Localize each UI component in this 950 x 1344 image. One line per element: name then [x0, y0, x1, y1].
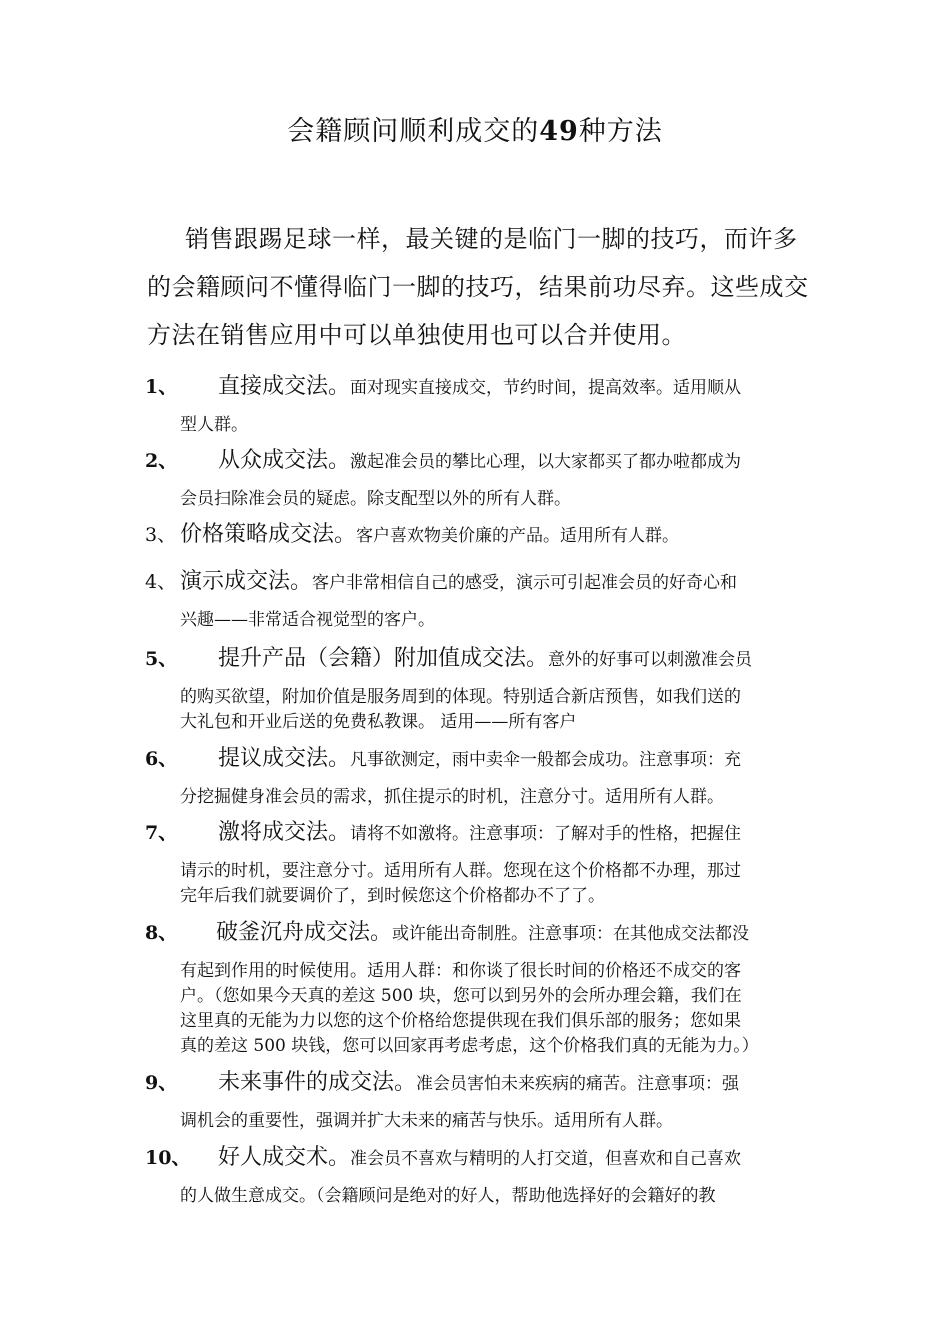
- title-prefix: 会籍顾问顺利成交的: [287, 116, 540, 147]
- item-text: 意外的好事可以刺激准会员: [548, 650, 753, 670]
- item-number: 9、: [145, 1072, 178, 1094]
- list-item: [145, 1143, 813, 1209]
- item-text-line: 的人做生意成交。（会籍顾问是绝对的好人，帮助他选择好的会籍好的教: [180, 1186, 716, 1206]
- list-item: [145, 744, 813, 810]
- item-text: 客户喜欢物美价廉的产品。适用所有人群。: [356, 526, 680, 546]
- item-text: 凡事欲测定，雨中卖伞一般都会成功。注意事项：充: [350, 750, 742, 770]
- item-text-line: 有起到作用的时候使用。适用人群：和你谈了很长时间的价格还不成交的客: [180, 961, 741, 981]
- list-item: [145, 918, 813, 1059]
- list-item: [145, 372, 813, 438]
- item-text: 准会员害怕未来疾病的痛苦。注意事项：强: [416, 1074, 740, 1094]
- item-text: 激起准会员的攀比心理，以大家都买了都办啦都成为: [350, 452, 742, 472]
- item-number: 1、: [145, 376, 178, 398]
- item-number: 10、: [145, 1147, 191, 1169]
- item-number: 7、: [145, 822, 178, 844]
- item-text-line: 分挖掘健身准会员的需求，抓住提示的时机，注意分寸。适用所有人群。: [180, 787, 724, 807]
- item-text-line: 大礼包和开业后送的免费私教课。 适用——所有客户: [180, 712, 577, 732]
- item-heading: 激将成交法。: [218, 820, 351, 845]
- item-text-line: 完年后我们就要调价了，到时候您这个价格都办不了了。: [180, 886, 605, 906]
- item-heading: 直接成交法。: [218, 374, 351, 399]
- list-item: [145, 520, 813, 551]
- title-number: 49: [539, 116, 579, 147]
- item-heading: 好人成交术。: [218, 1145, 351, 1170]
- list-item: [145, 1068, 813, 1134]
- item-heading: 演示成交法。: [180, 569, 313, 594]
- item-heading: 提议成交法。: [218, 746, 351, 771]
- list-item: [145, 567, 813, 633]
- item-number: 3、: [145, 524, 177, 546]
- item-text: 准会员不喜欢与精明的人打交道，但喜欢和自己喜欢: [350, 1149, 742, 1169]
- list-item: [145, 818, 813, 909]
- item-text: 或许能出奇制胜。注意事项：在其他成交法都没: [392, 924, 750, 944]
- item-text: 客户非常相信自己的感受，演示可引起准会员的好奇心和: [312, 573, 738, 593]
- item-number: 8、: [145, 922, 178, 944]
- item-text-line: 的购买欲望，附加价值是服务周到的体现。特别适合新店预售，如我们送的: [180, 687, 741, 707]
- item-text-line: 户。（您如果今天真的差这 500 块，您可以到另外的会所办理会籍，我们在: [180, 986, 742, 1006]
- item-text-line: 这里真的无能为力以您的这个价格给您提供现在我们俱乐部的服务；您如果: [180, 1011, 741, 1031]
- item-heading: 价格策略成交法。: [180, 522, 357, 547]
- item-heading: 破釜沉舟成交法。: [216, 920, 393, 945]
- item-number: 5、: [145, 648, 178, 670]
- item-text-line: 兴趣——非常适合视觉型的客户。: [180, 610, 435, 630]
- item-text-line: 真的差这 500 块钱，您可以回家再考虑考虑，这个价格我们真的无能为力。）: [180, 1036, 759, 1056]
- item-number: 6、: [145, 748, 178, 770]
- item-text-line: 会员扫除准会员的疑虑。除支配型以外的所有人群。: [180, 489, 571, 509]
- list-item: [145, 446, 813, 512]
- list-item: [145, 644, 813, 735]
- item-heading: 未来事件的成交法。: [218, 1070, 417, 1095]
- item-heading: 从众成交法。: [218, 448, 351, 473]
- item-text-line: 调机会的重要性，强调并扩大未来的痛苦与快乐。适用所有人群。: [180, 1111, 673, 1131]
- page-title: [0, 112, 950, 152]
- intro-paragraph: 销售跟踢足球一样，最关键的是临门一脚的技巧，而许多的会籍顾问不懂得临门一脚的技巧，结果前功尽弃。这些成交方法在销售应用中可以单独使用也可以合并使用。: [147, 225, 809, 349]
- title-suffix: 种方法: [578, 116, 663, 147]
- item-text: 请将不如激将。注意事项：了解对手的性格，把握住: [350, 824, 742, 844]
- item-number: 2、: [145, 450, 178, 472]
- item-text: 面对现实直接成交，节约时间，提高效率。适用顺从: [350, 378, 742, 398]
- item-text-line: 型人群。: [180, 415, 248, 435]
- item-number: 4、: [145, 571, 177, 593]
- item-text-line: 请示的时机，要注意分寸。适用所有人群。您现在这个价格都不办理，那过: [180, 861, 741, 881]
- item-heading: 提升产品（会籍）附加值成交法。: [218, 646, 549, 671]
